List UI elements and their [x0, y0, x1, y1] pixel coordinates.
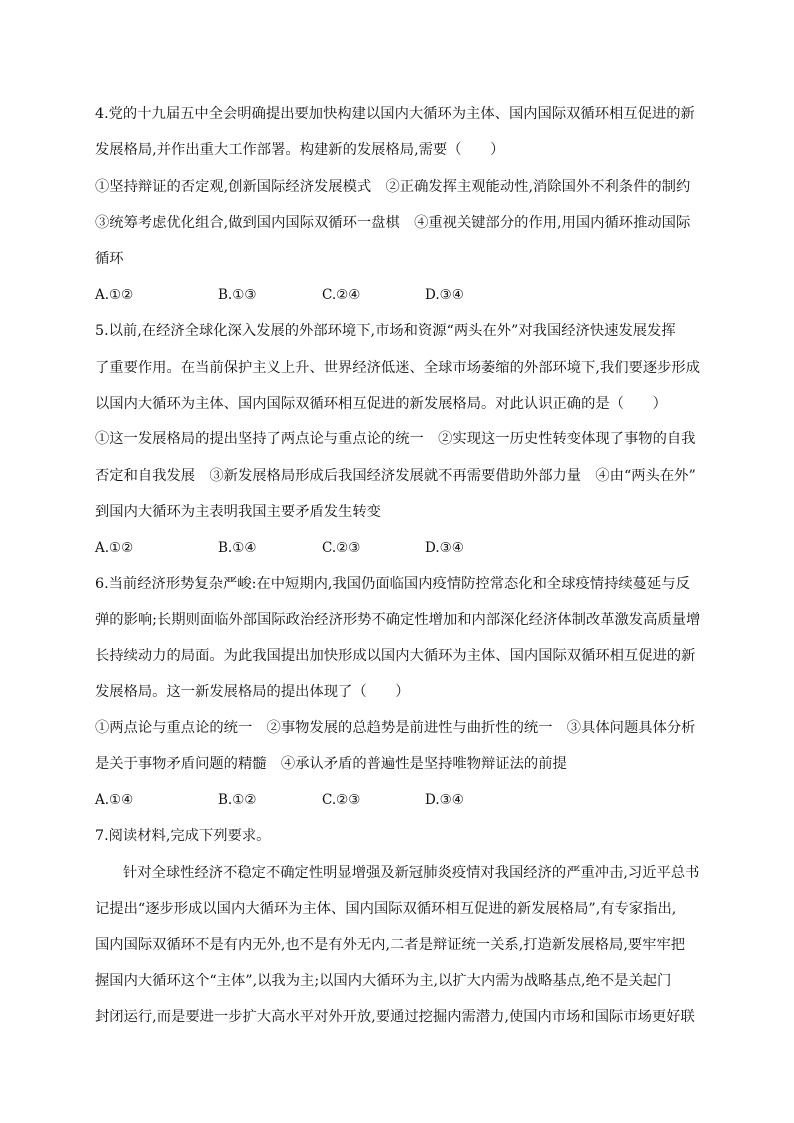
q4-option-a: A.①② — [95, 287, 134, 303]
q6-option-c: C.②③ — [322, 792, 361, 808]
q5-stem-line-1: 5.以前,在经济全球化深入发展的外部环境下,市场和资源“两头在外”对我国经济快速发展发挥 — [95, 323, 676, 339]
q5-stem-line-2: 了重要作用。在当前保护主义上升、世界经济低迷、全球市场萎缩的外部环境下,我们要逐步形成 — [95, 360, 701, 376]
q6-option-d: D.③④ — [425, 792, 464, 808]
q5-statement-line-3: 到国内大循环为主表明我国主要矛盾发生转变 — [95, 504, 381, 520]
q5-stem-line-3: 以国内大循环为主体、国内国际双循环相互促进的新发展格局。对此认识正确的是（ ） — [95, 396, 667, 412]
q7-stem: 7.阅读材料,完成下列要求。 — [95, 828, 271, 844]
q7-material-line-5: 封闭运行,而是要进一步扩大高水平对外开放,要通过挖掘内需潜力,使国内市场和国际市场更好联 — [95, 1009, 695, 1025]
q7-material-line-4: 握国内大循环这个“主体”,以我为主;以国内大循环为主,以扩大内需为战略基点,绝不是关起门 — [95, 973, 672, 989]
q4-option-b: B.①③ — [218, 287, 257, 303]
q5-statement-line-1: ①这一发展格局的提出坚持了两点论与重点论的统一 ②实现这一历史性转变体现了事物的自我 — [95, 431, 696, 447]
q4-statement-line-3: 循环 — [95, 251, 124, 267]
q6-stem-line-3: 长持续动力的局面。为此我国提出加快形成以国内大循环为主体、国内国际双循环相互促进的新 — [95, 648, 696, 664]
q6-stem-line-4: 发展格局。这一新发展格局的提出体现了（ ） — [95, 684, 410, 700]
q5-option-d: D.③④ — [425, 540, 464, 556]
q6-option-b: B.①② — [218, 792, 257, 808]
q7-material-line-1: 针对全球性经济不稳定不确定性明显增强及新冠肺炎疫情对我国经济的严重冲击,习近平总书 — [123, 865, 700, 881]
q7-material-line-2: 记提出“逐步形成以国内大循环为主体、国内国际双循环相互促进的新发展格局”,有专家指出, — [95, 901, 677, 917]
q4-option-d: D.③④ — [425, 287, 464, 303]
q4-statement-line-2: ③统筹考虑优化组合,做到国内国际双循环一盘棋 ④重视关键部分的作用,用国内循环推动国际 — [95, 215, 691, 231]
q5-statement-line-2: 否定和自我发展 ③新发展格局形成后我国经济发展就不再需要借助外部力量 ④由“两头在外” — [95, 468, 696, 484]
q6-statement-line-2: 是关于事物矛盾问题的精髓 ④承认矛盾的普遍性是坚持唯物辩证法的前提 — [95, 756, 567, 772]
q4-statement-line-1: ①坚持辩证的否定观,创新国际经济发展模式 ②正确发挥主观能动性,消除国外不利条件的制约 — [95, 179, 691, 195]
q7-material-line-3: 国内国际双循环不是有内无外,也不是有外无内,二者是辩证统一关系,打造新发展格局,要牢牢把 — [95, 937, 686, 953]
q4-option-c: C.②④ — [322, 287, 361, 303]
q6-stem-line-1: 6.当前经济形势复杂严峻:在中短期内,我国仍面临国内疫情防控常态化和全球疫情持续蔓延与反 — [95, 576, 690, 592]
q5-option-c: C.②③ — [322, 540, 361, 556]
q6-statement-line-1: ①两点论与重点论的统一 ②事物发展的总趋势是前进性与曲折性的统一 ③具体问题具体分析 — [95, 720, 696, 736]
q4-stem-line-2: 发展格局,并作出重大工作部署。构建新的发展格局,需要（ ） — [95, 142, 505, 158]
q6-option-a: A.①④ — [95, 792, 134, 808]
q5-option-a: A.①② — [95, 540, 134, 556]
q4-stem-line-1: 4.党的十九届五中全会明确提出要加快构建以国内大循环为主体、国内国际双循环相互促进的新 — [95, 106, 695, 122]
q6-stem-line-2: 弹的影响;长期则面临外部国际政治经济形势不确定性增加和内部深化经济体制改革激发高质量增 — [95, 612, 701, 628]
q5-option-b: B.①④ — [218, 540, 257, 556]
